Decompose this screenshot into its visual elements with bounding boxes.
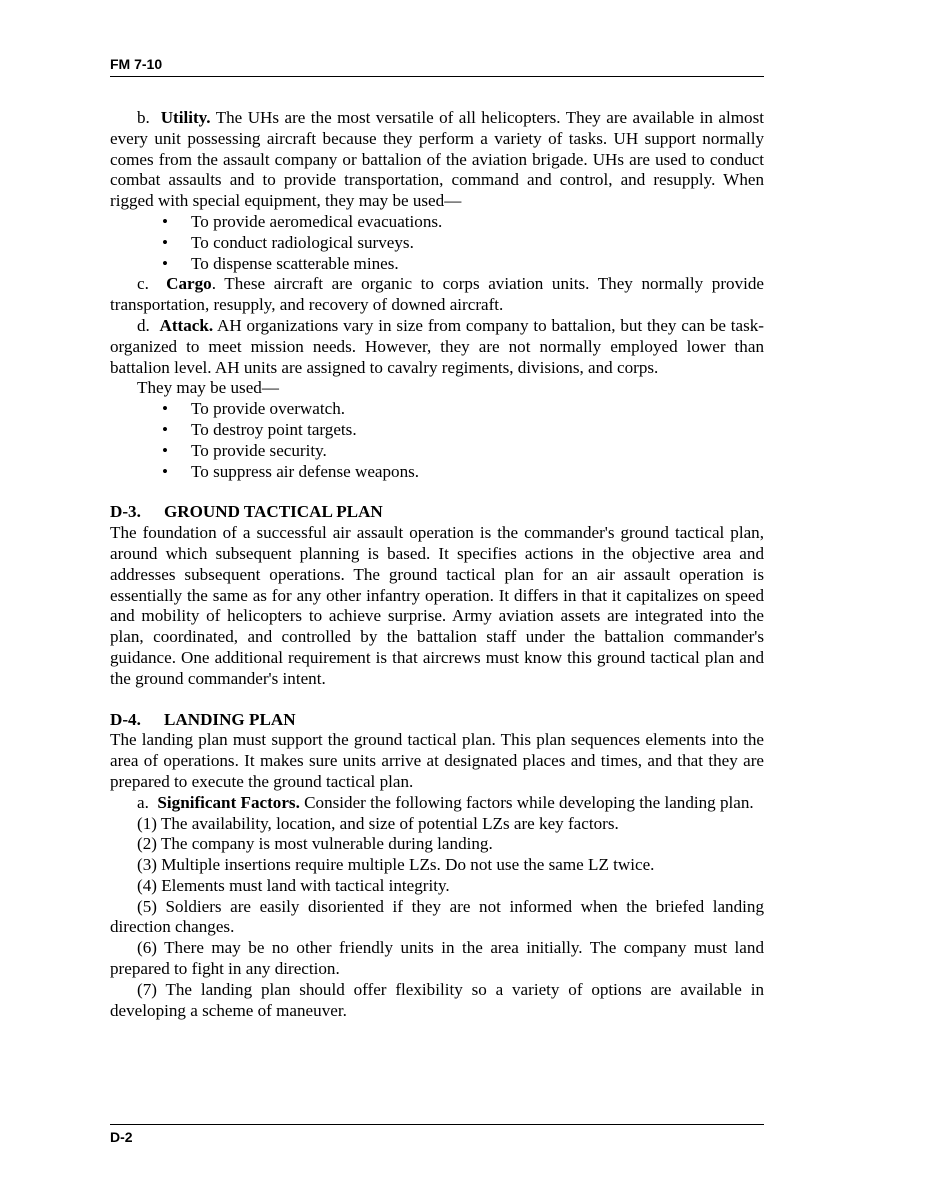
paragraph-text: Consider the following factors while developing the landing plan. <box>299 792 754 812</box>
section-title: LANDING PLAN <box>164 709 296 729</box>
factor-item: (4) Elements must land with tactical integrity. <box>137 875 450 895</box>
term-significant-factors: Significant Factors. <box>157 792 300 812</box>
paragraph-text: . These aircraft are organic to corps aviation units. They normally provide transportation, resupply, and recovery of downed aircraft. <box>110 274 764 315</box>
section-number: D-3. <box>110 502 141 522</box>
paragraph-significant-factors <box>110 793 764 814</box>
factor-item: (3) Multiple insertions require multiple LZs. Do not use the same LZ twice. <box>137 855 655 875</box>
section-title: GROUND TACTICAL PLAN <box>164 502 383 522</box>
page-footer <box>110 1124 764 1145</box>
paragraph-lead: They may be used— <box>137 378 279 398</box>
paragraph-letter: b. <box>137 108 150 127</box>
factor-item: (7) The landing plan should offer flexibility so a variety of options are available in developing a scheme of maneuver. <box>110 979 764 1020</box>
document-id: FM 7-10 <box>110 56 163 72</box>
paragraph-ground-tactical-plan: The foundation of a successful air assault operation is the commander's ground tactical plan, around which subsequent planning is based. It specifies actions in the objective area and addresses subsequent operations. The ground tactical plan for an air assault operation is essentially the same as for any other infantry operation. It differs in that it capitalizes on speed and mobility of helicopters to achieve surprise. Army aviation assets are integrated into the plan, coordinated, and controlled by the battalion staff under the battalion commander's guidance. One additional requirement is that aircrews must know this ground tactical plan and the ground commander's intent. <box>110 523 764 688</box>
paragraph-text: AH organizations vary in size from company to battalion, but they can be task-organized to meet mission needs. However, they are not normally employed lower than battalion level. AH units are assigned to cavalry regiments, divisions, and corps. <box>110 315 764 377</box>
list-item: • To provide security. <box>162 441 764 462</box>
factor-item: (5) Soldiers are easily disoriented if they are not informed when the briefed landing direction changes. <box>110 896 764 937</box>
list-item: • To destroy point targets. <box>162 420 764 441</box>
term-attack: Attack. <box>159 315 214 335</box>
bullet-list-utility <box>110 212 764 274</box>
factor-item: (1) The availability, location, and size of potential LZs are key factors. <box>137 813 619 833</box>
list-item: • To provide overwatch. <box>162 399 764 420</box>
bullet-list-attack <box>110 399 764 482</box>
term-utility: Utility. <box>160 108 211 127</box>
page-header <box>110 56 764 77</box>
list-item: • To dispense scatterable mines. <box>162 254 764 275</box>
paragraph-letter: c. <box>137 274 149 294</box>
term-cargo: Cargo <box>166 274 212 294</box>
page-number: D-2 <box>110 1129 133 1145</box>
page-body <box>110 108 764 1021</box>
paragraph-attack <box>110 316 764 378</box>
list-item: • To provide aeromedical evacuations. <box>162 212 764 233</box>
list-item: • To conduct radiological surveys. <box>162 233 764 254</box>
paragraph-utility <box>110 108 764 212</box>
factor-item: (2) The company is most vulnerable during landing. <box>137 834 493 854</box>
paragraph-landing-plan: The landing plan must support the ground tactical plan. This plan sequences elements into the area of operations. It makes sure units arrive at designated places and times, and that they are prepared to execute the ground tactical plan. <box>110 730 764 791</box>
paragraph-letter: d. <box>137 315 150 335</box>
paragraph-letter: a. <box>137 792 149 812</box>
factor-item: (6) There may be no other friendly units in the area initially. The company must land prepared to fight in any direction. <box>110 938 764 979</box>
section-heading-d3 <box>110 502 764 523</box>
paragraph-cargo <box>110 274 764 316</box>
section-number: D-4. <box>110 709 141 729</box>
paragraph-text: The UHs are the most versatile of all helicopters. They are available in almost every unit possessing aircraft because they perform a variety of tasks. UH support normally comes from the assault company or battalion of the aviation brigade. UHs are used to conduct combat assaults and to provide transportation, command and control, and resupply. When rigged with special equipment, they may be used— <box>110 108 764 211</box>
list-item: • To suppress air defense weapons. <box>162 462 764 483</box>
section-heading-d4 <box>110 710 764 731</box>
